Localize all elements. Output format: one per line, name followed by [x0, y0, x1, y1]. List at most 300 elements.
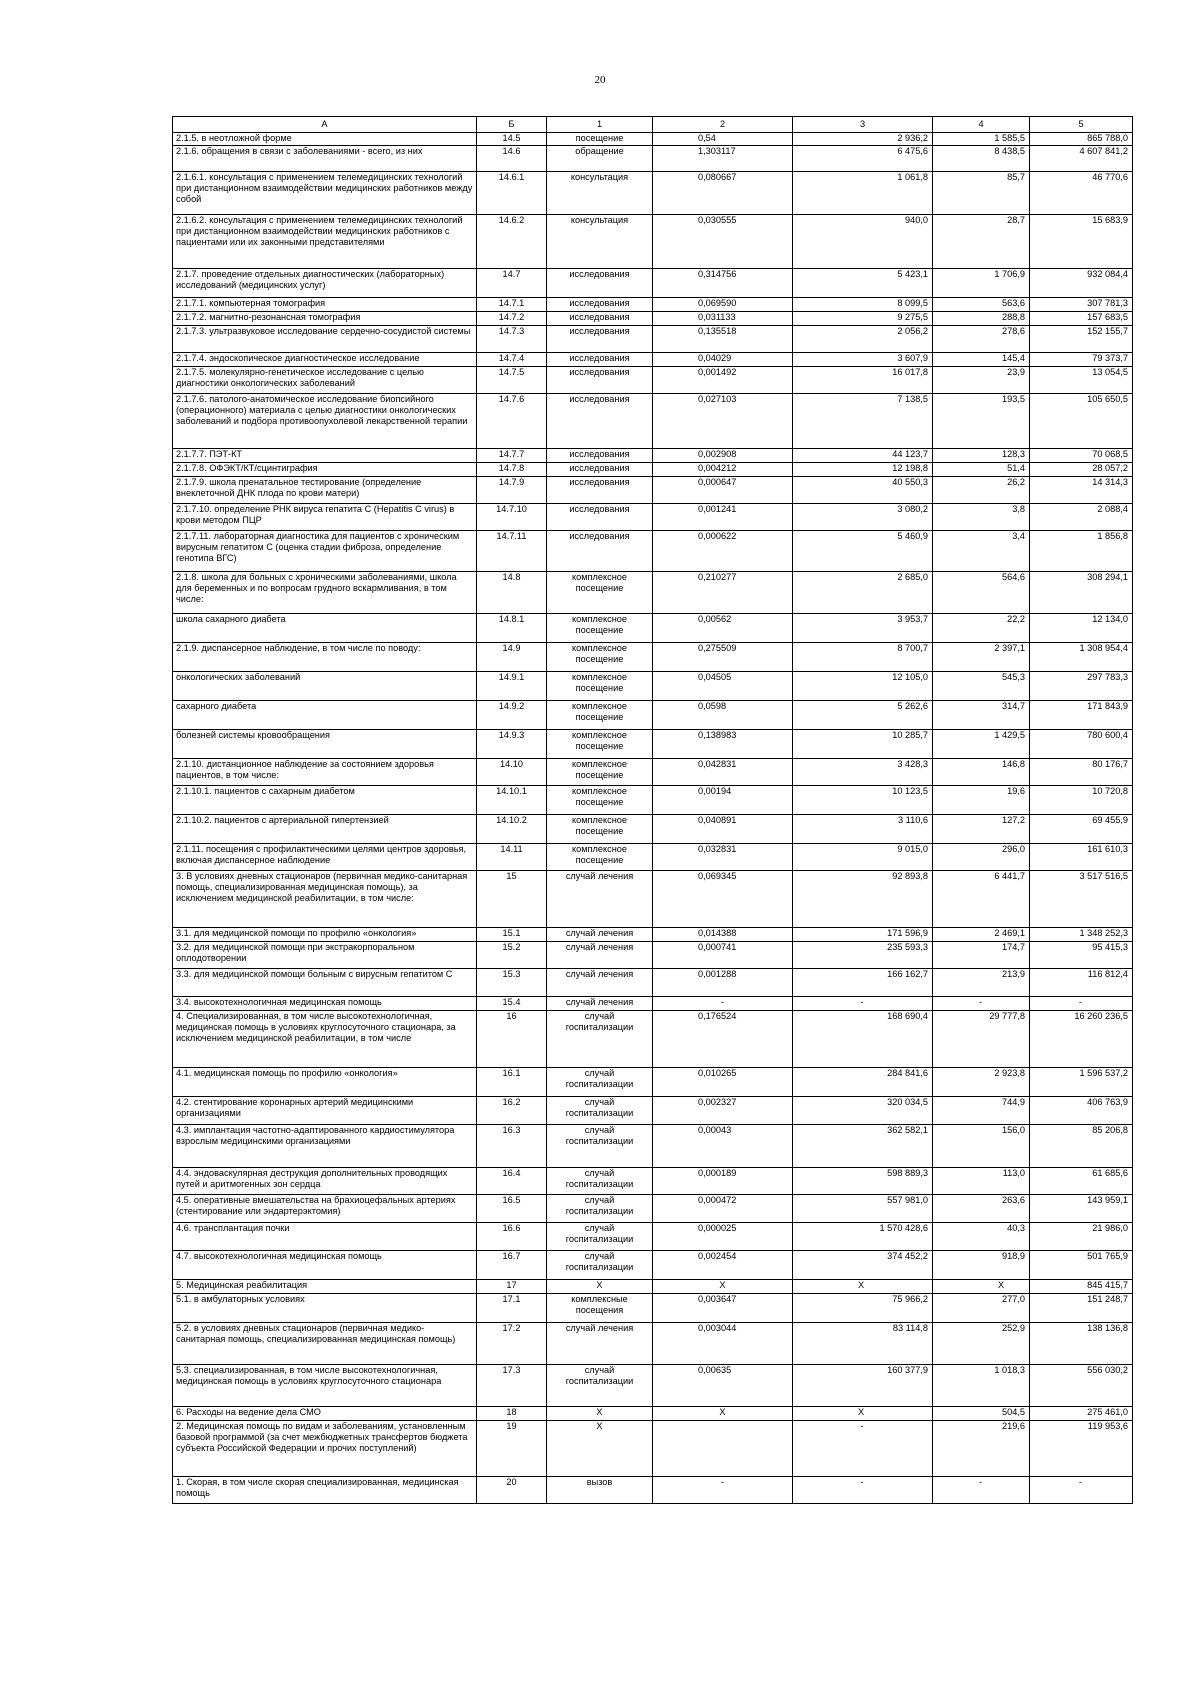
table-row — [173, 269, 1133, 298]
cell-col-4: 296,0 — [933, 844, 1030, 871]
cell-col-a: 4.1. медицинская помощь по профилю «онкология» — [173, 1068, 477, 1097]
cell-col-3: 160 377,9 — [793, 1365, 933, 1407]
cell-col-b: 17.1 — [477, 1294, 547, 1323]
cell-col-a: 3.4. высокотехнологичная медицинская помощь — [173, 997, 477, 1011]
table-row — [173, 531, 1133, 572]
cell-col-5: 157 683,5 — [1030, 312, 1133, 326]
cell-col-3: 3 110,6 — [793, 815, 933, 844]
cell-col-2: 0,040891 — [653, 815, 793, 844]
cell-col-b: 14.7.3 — [477, 326, 547, 353]
cell-col-5: 2 088,4 — [1030, 504, 1133, 531]
table-row — [173, 1097, 1133, 1125]
cell-col-5: 80 176,7 — [1030, 759, 1133, 786]
cell-col-1: исследования — [547, 298, 653, 312]
cell-col-a: 3.1. для медицинской помощи по профилю «онкология» — [173, 928, 477, 942]
cell-col-b: 14.8 — [477, 572, 547, 614]
cell-col-1: исследования — [547, 394, 653, 449]
cell-col-a: онкологических заболеваний — [173, 672, 477, 701]
table-row — [173, 1365, 1133, 1407]
cell-col-4: 22,2 — [933, 614, 1030, 643]
cell-col-1: комплексное посещение — [547, 643, 653, 672]
cell-col-3: 1 570 428,6 — [793, 1223, 933, 1251]
cell-col-5: 501 765,9 — [1030, 1251, 1133, 1280]
cell-col-4: 1 706,9 — [933, 269, 1030, 298]
cell-col-b: 14.10 — [477, 759, 547, 786]
table-row — [173, 759, 1133, 786]
cell-col-5: 21 986,0 — [1030, 1223, 1133, 1251]
cell-col-3: 16 017,8 — [793, 367, 933, 394]
cell-col-5: 16 260 236,5 — [1030, 1011, 1133, 1068]
cell-col-4: 278,6 — [933, 326, 1030, 353]
cell-col-b: 17.3 — [477, 1365, 547, 1407]
cell-col-a: 3. В условиях дневных стационаров (первичная медико-санитарная помощь, специализированная медицинская помощь), за исключением медицинской реабилитации, в том числе: — [173, 871, 477, 928]
cell-col-a: 3.3. для медицинской помощи больным с вирусным гепатитом С — [173, 969, 477, 997]
cell-col-3: 7 138,5 — [793, 394, 933, 449]
cell-col-a: сахарного диабета — [173, 701, 477, 730]
cell-col-b: 14.9.2 — [477, 701, 547, 730]
cell-col-1: консультация — [547, 172, 653, 215]
cell-col-3: 3 428,3 — [793, 759, 933, 786]
cell-col-5: 1 348 252,3 — [1030, 928, 1133, 942]
cell-col-1: консультация — [547, 215, 653, 269]
cell-col-b: 14.9.1 — [477, 672, 547, 701]
cell-col-b: 14.7.8 — [477, 463, 547, 477]
cell-col-1: случай госпитализации — [547, 1125, 653, 1168]
cell-col-4: 3,8 — [933, 504, 1030, 531]
cell-col-b: 14.7.1 — [477, 298, 547, 312]
cell-col-5: 845 415,7 — [1030, 1280, 1133, 1294]
cell-col-a: 2.1.5. в неотложной форме — [173, 133, 477, 146]
cell-col-a: 2.1.7.7. ПЭТ-КТ — [173, 449, 477, 463]
cell-col-3: 44 123,7 — [793, 449, 933, 463]
cell-col-b: 16.4 — [477, 1168, 547, 1195]
cell-col-a: 6. Расходы на ведение дела СМО — [173, 1407, 477, 1421]
cell-col-2: 0,54 — [653, 133, 793, 146]
table-row — [173, 871, 1133, 928]
cell-col-5: 46 770,6 — [1030, 172, 1133, 215]
cell-col-5: 143 959,1 — [1030, 1195, 1133, 1223]
table-row — [173, 1168, 1133, 1195]
table-row — [173, 298, 1133, 312]
cell-col-4: 193,5 — [933, 394, 1030, 449]
cell-col-1: комплексное посещение — [547, 759, 653, 786]
cell-col-3: 940,0 — [793, 215, 933, 269]
cell-col-1: комплексное посещение — [547, 786, 653, 815]
cell-col-2: 0,0598 — [653, 701, 793, 730]
cell-col-5: 1 596 537,2 — [1030, 1068, 1133, 1097]
cell-col-b: 14.7.5 — [477, 367, 547, 394]
cell-col-4: 145,4 — [933, 353, 1030, 367]
cell-col-a: 5. Медицинская реабилитация — [173, 1280, 477, 1294]
cell-col-3: 92 893,8 — [793, 871, 933, 928]
cell-col-5: 308 294,1 — [1030, 572, 1133, 614]
cell-col-b: 14.6.1 — [477, 172, 547, 215]
cell-col-b: 14.8.1 — [477, 614, 547, 643]
cell-col-1: исследования — [547, 312, 653, 326]
cell-col-1: комплексное посещение — [547, 701, 653, 730]
table-row — [173, 1125, 1133, 1168]
header-row — [173, 117, 1133, 133]
cell-col-b: 14.6 — [477, 146, 547, 172]
cell-col-a: 2.1.7.3. ультразвуковое исследование сердечно-сосудистой системы — [173, 326, 477, 353]
cell-col-a: 4.5. оперативные вмешательства на брахиоцефальных артериях (стентирование или эндартерэктомия) — [173, 1195, 477, 1223]
cell-col-2: 1,303117 — [653, 146, 793, 172]
header-cell-col-5: 5 — [1030, 117, 1133, 133]
cell-col-4: 252,9 — [933, 1323, 1030, 1365]
cell-col-b: 15 — [477, 871, 547, 928]
cell-col-5: 556 030,2 — [1030, 1365, 1133, 1407]
cell-col-2: 0,000189 — [653, 1168, 793, 1195]
cell-col-5: 14 314,3 — [1030, 477, 1133, 504]
cell-col-1: исследования — [547, 477, 653, 504]
cell-col-5: 780 600,4 — [1030, 730, 1133, 759]
cell-col-b: 14.5 — [477, 133, 547, 146]
cell-col-3: 2 936,2 — [793, 133, 933, 146]
cell-col-b: 15.1 — [477, 928, 547, 942]
cell-col-1: случай госпитализации — [547, 1195, 653, 1223]
cell-col-1: случай госпитализации — [547, 1223, 653, 1251]
cell-col-1: исследования — [547, 531, 653, 572]
cell-col-1: комплексное посещение — [547, 572, 653, 614]
cell-col-b: 14.11 — [477, 844, 547, 871]
cell-col-4: 40,3 — [933, 1223, 1030, 1251]
cell-col-1: случай госпитализации — [547, 1011, 653, 1068]
cell-col-b: 16.5 — [477, 1195, 547, 1223]
cell-col-1: исследования — [547, 449, 653, 463]
cell-col-4: 2 469,1 — [933, 928, 1030, 942]
cell-col-a: 1. Скорая, в том числе скорая специализированная, медицинская помощь — [173, 1477, 477, 1504]
cell-col-4: 3,4 — [933, 531, 1030, 572]
table-row — [173, 1195, 1133, 1223]
cell-col-2: 0,000472 — [653, 1195, 793, 1223]
table-row — [173, 672, 1133, 701]
table-row — [173, 367, 1133, 394]
cell-col-1: исследования — [547, 367, 653, 394]
cell-col-4: 29 777,8 — [933, 1011, 1030, 1068]
table-row — [173, 146, 1133, 172]
cell-col-4: 288,8 — [933, 312, 1030, 326]
cell-col-b: 16 — [477, 1011, 547, 1068]
cell-col-4: 156,0 — [933, 1125, 1030, 1168]
table-body — [173, 117, 1133, 1504]
cell-col-1: исследования — [547, 353, 653, 367]
cell-col-4: 28,7 — [933, 215, 1030, 269]
cell-col-a: 4.2. стентирование коронарных артерий медицинскими организациями — [173, 1097, 477, 1125]
cell-col-3: 3 080,2 — [793, 504, 933, 531]
header-cell-col-b: Б — [477, 117, 547, 133]
header-cell-col-1: 1 — [547, 117, 653, 133]
cell-col-a: 4.6. трансплантация почки — [173, 1223, 477, 1251]
cell-col-1: случай госпитализации — [547, 1365, 653, 1407]
cell-col-3: 3 607,9 — [793, 353, 933, 367]
cell-col-3: 320 034,5 — [793, 1097, 933, 1125]
cell-col-5: 10 720,8 — [1030, 786, 1133, 815]
cell-col-3: 235 593,3 — [793, 942, 933, 969]
cell-col-1: комплексное посещение — [547, 730, 653, 759]
table-row — [173, 844, 1133, 871]
cell-col-4: 504,5 — [933, 1407, 1030, 1421]
cell-col-4: 564,6 — [933, 572, 1030, 614]
cell-col-1: X — [547, 1407, 653, 1421]
cell-col-a: 2.1.7.6. патолого-анатомическое исследование биопсийного (операционного) материала с целью диагностики онкологических заболеваний и подбора противоопухолевой лекарственной терапии — [173, 394, 477, 449]
cell-col-5: 28 057,2 — [1030, 463, 1133, 477]
cell-col-1: случай лечения — [547, 1323, 653, 1365]
cell-col-1: исследования — [547, 326, 653, 353]
table-row — [173, 942, 1133, 969]
cell-col-2: 0,080667 — [653, 172, 793, 215]
cell-col-a: 2.1.7.8. ОФЭКТ/КТ/сцинтиграфия — [173, 463, 477, 477]
cell-col-4: 918,9 — [933, 1251, 1030, 1280]
cell-col-a: 3.2. для медицинской помощи при экстракорпоральном оплодотворении — [173, 942, 477, 969]
cell-col-2: 0,032831 — [653, 844, 793, 871]
cell-col-5: 307 781,3 — [1030, 298, 1133, 312]
cell-col-b: 19 — [477, 1421, 547, 1477]
cell-col-4: 2 397,1 — [933, 643, 1030, 672]
table-row — [173, 1068, 1133, 1097]
cell-col-4: 146,8 — [933, 759, 1030, 786]
cell-col-a: 4.4. эндоваскулярная деструкция дополнительных проводящих путей и аритмогенных зон сердца — [173, 1168, 477, 1195]
cell-col-5: 3 517 516,5 — [1030, 871, 1133, 928]
cell-col-1: комплексное посещение — [547, 614, 653, 643]
cell-col-a: 2.1.10. дистанционное наблюдение за состоянием здоровья пациентов, в том числе: — [173, 759, 477, 786]
cell-col-2: 0,014388 — [653, 928, 793, 942]
cell-col-b: 14.7.10 — [477, 504, 547, 531]
cell-col-b: 14.7.2 — [477, 312, 547, 326]
cell-col-a: 2.1.11. посещения с профилактическими целями центров здоровья, включая диспансерное наблюдение — [173, 844, 477, 871]
cell-col-2: 0,00043 — [653, 1125, 793, 1168]
cell-col-4: 6 441,7 — [933, 871, 1030, 928]
cell-col-4: - — [933, 1477, 1030, 1504]
cell-col-5: 1 856,8 — [1030, 531, 1133, 572]
table-row — [173, 1251, 1133, 1280]
cell-col-a: 2.1.7.11. лабораторная диагностика для пациентов с хроническим вирусным гепатитом С (оценка стадии фиброза, определение генотипа ВГС) — [173, 531, 477, 572]
cell-col-a: 5.3. специализированная, в том числе высокотехнологичная, медицинская помощь в условиях круглосуточного стационара — [173, 1365, 477, 1407]
cell-col-1: X — [547, 1280, 653, 1294]
cell-col-b: 16.7 — [477, 1251, 547, 1280]
cell-col-2: 0,003044 — [653, 1323, 793, 1365]
cell-col-3: 171 596,9 — [793, 928, 933, 942]
cell-col-3: 12 198,8 — [793, 463, 933, 477]
cell-col-3: 598 889,3 — [793, 1168, 933, 1195]
cell-col-1: вызов — [547, 1477, 653, 1504]
cell-col-2: 0,031133 — [653, 312, 793, 326]
table-row — [173, 1223, 1133, 1251]
cell-col-a: 5.1. в амбулаторных условиях — [173, 1294, 477, 1323]
cell-col-b: 17.2 — [477, 1323, 547, 1365]
cell-col-1: исследования — [547, 269, 653, 298]
cell-col-b: 14.7 — [477, 269, 547, 298]
table-row — [173, 572, 1133, 614]
cell-col-2: 0,001288 — [653, 969, 793, 997]
cell-col-4: 1 585,5 — [933, 133, 1030, 146]
cell-col-2: 0,138983 — [653, 730, 793, 759]
cell-col-5: 12 134,0 — [1030, 614, 1133, 643]
table-row — [173, 1294, 1133, 1323]
cell-col-4: 19,6 — [933, 786, 1030, 815]
table-row — [173, 463, 1133, 477]
cell-col-a: 2.1.10.2. пациентов с артериальной гипертензией — [173, 815, 477, 844]
cell-col-1: случай госпитализации — [547, 1168, 653, 1195]
cell-col-5: - — [1030, 1477, 1133, 1504]
cell-col-1: случай лечения — [547, 969, 653, 997]
cell-col-3: 10 123,5 — [793, 786, 933, 815]
cell-col-4: 85,7 — [933, 172, 1030, 215]
cell-col-5: 105 650,5 — [1030, 394, 1133, 449]
cell-col-4: 127,2 — [933, 815, 1030, 844]
table-row — [173, 786, 1133, 815]
cell-col-3: X — [793, 1407, 933, 1421]
cell-col-2: 0,000025 — [653, 1223, 793, 1251]
cell-col-1: комплексные посещения — [547, 1294, 653, 1323]
cell-col-5: 119 953,6 — [1030, 1421, 1133, 1477]
cell-col-b: 15.3 — [477, 969, 547, 997]
cell-col-2: 0,00194 — [653, 786, 793, 815]
cell-col-a: 4.3. имплантация частотно-адаптированного кардиостимулятора взрослым медицинскими организациями — [173, 1125, 477, 1168]
cell-col-1: случай госпитализации — [547, 1097, 653, 1125]
cell-col-3: 8 700,7 — [793, 643, 933, 672]
table-row — [173, 969, 1133, 997]
cell-col-2: 0,001492 — [653, 367, 793, 394]
cell-col-5: 151 248,7 — [1030, 1294, 1133, 1323]
cell-col-2: 0,001241 — [653, 504, 793, 531]
cell-col-3: - — [793, 1421, 933, 1477]
table-row — [173, 730, 1133, 759]
cell-col-3: 3 953,7 — [793, 614, 933, 643]
cell-col-5: 69 455,9 — [1030, 815, 1133, 844]
cell-col-5: 4 607 841,2 — [1030, 146, 1133, 172]
cell-col-4: 219,6 — [933, 1421, 1030, 1477]
cell-col-2: - — [653, 1477, 793, 1504]
cell-col-5: 161 610,3 — [1030, 844, 1133, 871]
cell-col-3: X — [793, 1280, 933, 1294]
cell-col-5: 116 812,4 — [1030, 969, 1133, 997]
cell-col-3: 75 966,2 — [793, 1294, 933, 1323]
cell-col-4: 1 429,5 — [933, 730, 1030, 759]
data-table — [172, 116, 1133, 1504]
cell-col-4: 314,7 — [933, 701, 1030, 730]
cell-col-2: 0,002908 — [653, 449, 793, 463]
cell-col-a: 2.1.7.2. магнитно-резонансная томография — [173, 312, 477, 326]
cell-col-b: 14.7.6 — [477, 394, 547, 449]
cell-col-a: 2.1.7. проведение отдельных диагностических (лабораторных) исследований (медицинских услуг) — [173, 269, 477, 298]
cell-col-3: 5 460,9 — [793, 531, 933, 572]
cell-col-b: 14.7.11 — [477, 531, 547, 572]
cell-col-3: 557 981,0 — [793, 1195, 933, 1223]
cell-col-2: 0,003647 — [653, 1294, 793, 1323]
cell-col-2: X — [653, 1407, 793, 1421]
cell-col-3: 2 056,2 — [793, 326, 933, 353]
cell-col-a: 2.1.8. школа для больных с хроническими заболеваниями, школа для беременных и по вопросам грудного вскармливания, в том числе: — [173, 572, 477, 614]
table-row — [173, 643, 1133, 672]
cell-col-1: X — [547, 1421, 653, 1477]
cell-col-b: 14.6.2 — [477, 215, 547, 269]
cell-col-b: 14.9.3 — [477, 730, 547, 759]
cell-col-b: 15.4 — [477, 997, 547, 1011]
cell-col-2: 0,04505 — [653, 672, 793, 701]
cell-col-1: случай госпитализации — [547, 1068, 653, 1097]
cell-col-4: 26,2 — [933, 477, 1030, 504]
cell-col-5: 13 054,5 — [1030, 367, 1133, 394]
cell-col-3: 374 452,2 — [793, 1251, 933, 1280]
cell-col-4: 113,0 — [933, 1168, 1030, 1195]
cell-col-b: 16.2 — [477, 1097, 547, 1125]
cell-col-2: - — [653, 997, 793, 1011]
cell-col-5: 85 206,8 — [1030, 1125, 1133, 1168]
cell-col-4: 174,7 — [933, 942, 1030, 969]
cell-col-4: 8 438,5 — [933, 146, 1030, 172]
cell-col-b: 14.9 — [477, 643, 547, 672]
cell-col-a: школа сахарного диабета — [173, 614, 477, 643]
cell-col-2: 0,004212 — [653, 463, 793, 477]
cell-col-a: 2.1.7.5. молекулярно-генетическое исследование с целью диагностики онкологических заболеваний — [173, 367, 477, 394]
cell-col-4: 744,9 — [933, 1097, 1030, 1125]
cell-col-5: 1 308 954,4 — [1030, 643, 1133, 672]
cell-col-b: 14.7.9 — [477, 477, 547, 504]
cell-col-4: 128,3 — [933, 449, 1030, 463]
cell-col-5: 61 685,6 — [1030, 1168, 1133, 1195]
cell-col-5: 932 084,4 — [1030, 269, 1133, 298]
cell-col-a: 2.1.7.9. школа пренатальное тестирование (определение внеклеточной ДНК плода по крови матери) — [173, 477, 477, 504]
cell-col-2: 0,002327 — [653, 1097, 793, 1125]
cell-col-4: 277,0 — [933, 1294, 1030, 1323]
cell-col-5: 152 155,7 — [1030, 326, 1133, 353]
cell-col-a: 2.1.6.2. консультация с применением телемедицинских технологий при дистанционном взаимодействии медицинских работников с пациентами или их законными представителями — [173, 215, 477, 269]
cell-col-1: случай лечения — [547, 997, 653, 1011]
cell-col-2: 0,00562 — [653, 614, 793, 643]
cell-col-3: 9 015,0 — [793, 844, 933, 871]
cell-col-3: 12 105,0 — [793, 672, 933, 701]
cell-col-4: 213,9 — [933, 969, 1030, 997]
table-row — [173, 394, 1133, 449]
cell-col-4: - — [933, 997, 1030, 1011]
cell-col-b: 14.7.7 — [477, 449, 547, 463]
cell-col-3: - — [793, 1477, 933, 1504]
cell-col-1: посещение — [547, 133, 653, 146]
cell-col-5: 275 461,0 — [1030, 1407, 1133, 1421]
cell-col-3: 362 582,1 — [793, 1125, 933, 1168]
cell-col-1: исследования — [547, 504, 653, 531]
cell-col-1: комплексное посещение — [547, 815, 653, 844]
cell-col-3: 83 114,8 — [793, 1323, 933, 1365]
cell-col-2: 0,002454 — [653, 1251, 793, 1280]
table-row — [173, 614, 1133, 643]
cell-col-2: 0,030555 — [653, 215, 793, 269]
cell-col-2: 0,010265 — [653, 1068, 793, 1097]
cell-col-a: 2.1.7.1. компьютерная томография — [173, 298, 477, 312]
table-row — [173, 449, 1133, 463]
cell-col-b: 20 — [477, 1477, 547, 1504]
cell-col-3: 8 099,5 — [793, 298, 933, 312]
table-row — [173, 701, 1133, 730]
cell-col-1: исследования — [547, 463, 653, 477]
cell-col-5: 406 763,9 — [1030, 1097, 1133, 1125]
cell-col-2 — [653, 1421, 793, 1477]
cell-col-2: 0,176524 — [653, 1011, 793, 1068]
table-row — [173, 326, 1133, 353]
cell-col-2: X — [653, 1280, 793, 1294]
cell-col-a: 2.1.6. обращения в связи с заболеваниями - всего, из них — [173, 146, 477, 172]
cell-col-1: случай лечения — [547, 871, 653, 928]
cell-col-1: комплексное посещение — [547, 672, 653, 701]
cell-col-2: 0,000622 — [653, 531, 793, 572]
table-row — [173, 133, 1133, 146]
cell-col-b: 16.3 — [477, 1125, 547, 1168]
cell-col-3: 5 423,1 — [793, 269, 933, 298]
cell-col-5: - — [1030, 997, 1133, 1011]
cell-col-1: комплексное посещение — [547, 844, 653, 871]
cell-col-3: 40 550,3 — [793, 477, 933, 504]
cell-col-2: 0,00635 — [653, 1365, 793, 1407]
